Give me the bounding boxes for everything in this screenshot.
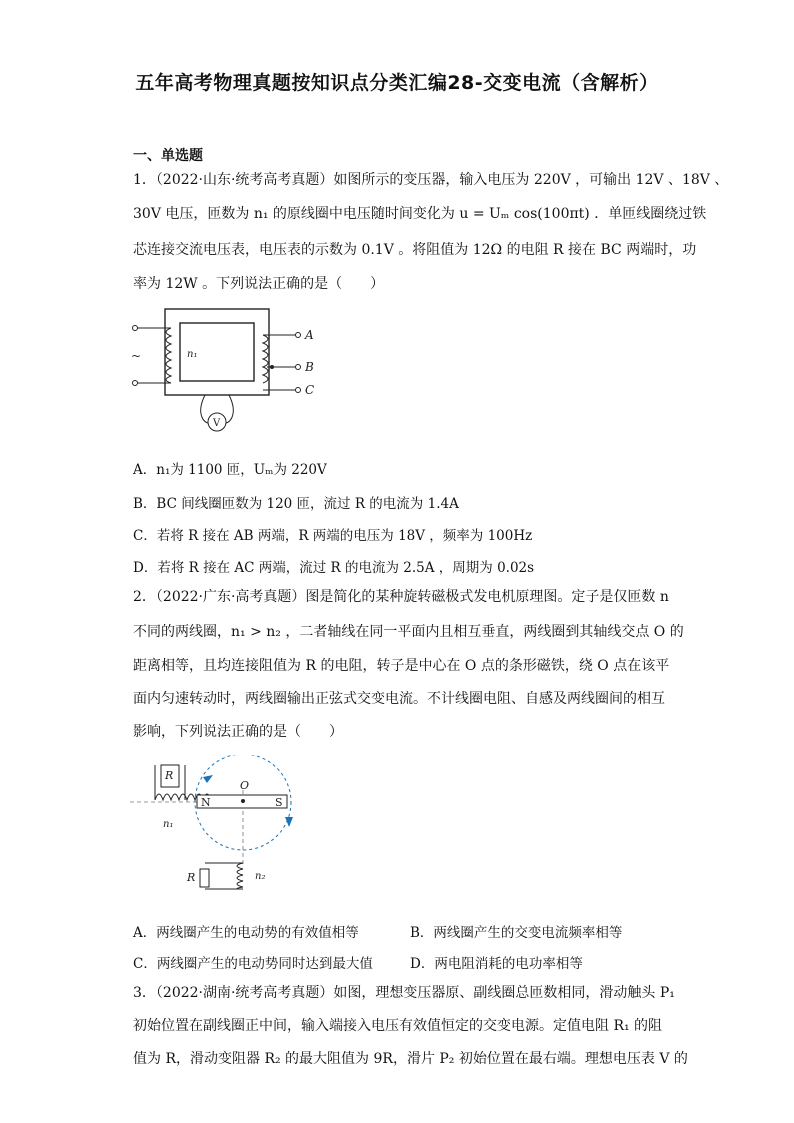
q2-option-b: B．两线圈产生的交变电流频率相等 — [410, 925, 623, 941]
q2-line-5: 影响，下列说法正确的是（ ） — [133, 724, 343, 740]
q1-option-c: C．若将 R 接在 AB 两端，R 两端的电压为 18V ，频率为 100Hz — [133, 528, 533, 544]
q1-line-4: 率为 12W 。下列说法正确的是（ ） — [133, 276, 385, 292]
q1-line-1: 1．（2022·山东·统考高考真题）如图所示的变压器，输入电压为 220V ，可输出 12V 、18V 、 — [133, 172, 729, 188]
q1-ac-symbol: ~ — [131, 349, 142, 363]
q1-n1-label: n₁ — [187, 349, 198, 360]
q1-terminal-b: B — [305, 360, 314, 374]
q2-line-2: 不同的两线圈，n₁ > n₂ ，二者轴线在同一平面内且相互垂直，两线圈到其轴线交点 O 的 — [133, 624, 684, 640]
q2-r-bottom-label: R — [187, 871, 196, 884]
q3-line-2: 初始位置在副线圈正中间，输入端接入电压有效值恒定的交变电源。定值电阻 R₁ 的阻 — [133, 1018, 663, 1034]
q1-line-3: 芯连接交流电压表，电压表的示数为 0.1V 。将阻值为 12Ω 的电阻 R 接在 BC 两端时，功 — [133, 242, 697, 258]
q2-line-3: 距离相等，且均连接阻值为 R 的电阻，转子是中心在 O 点的条形磁铁，绕 O 点在该平 — [133, 658, 670, 674]
q2-line-1: 2．（2022·广东·高考真题）图是简化的某种旋转磁极式发电机原理图。定子是仅匝数 n — [133, 589, 669, 605]
q2-n2-label: n₂ — [255, 871, 266, 882]
q1-terminal-c: C — [305, 383, 315, 397]
q1-transformer-figure — [125, 305, 325, 440]
q1-line-2: 30V 电压，匝数为 n₁ 的原线圈中电压随时间变化为 u = Uₘ cos(100πt) ．单匝线圈绕过铁 — [133, 206, 707, 222]
q2-option-a: A．两线圈产生的电动势的有效值相等 — [133, 925, 359, 941]
q2-option-d: D．两电阻消耗的电功率相等 — [410, 956, 583, 972]
q1-option-b: B．BC 间线圈匝数为 120 匝，流过 R 的电流为 1.4A — [133, 496, 459, 512]
q2-line-4: 面内匀速转动时，两线圈输出正弦式交变电流。不计线圈电阻、自感及两线圈间的相互 — [133, 691, 665, 707]
q1-option-a: A．n₁为 1100 匝，Uₘ为 220V — [133, 462, 327, 478]
section-heading: 一、单选题 — [133, 148, 203, 164]
q2-o-label: O — [240, 779, 250, 792]
q1-voltmeter: V — [213, 418, 221, 429]
q1-option-d: D．若将 R 接在 AC 两端，流过 R 的电流为 2.5A ，周期为 0.02s — [133, 560, 535, 576]
q2-generator-figure — [125, 755, 325, 895]
q2-magnet-n: N — [201, 796, 211, 809]
q3-line-1: 3．（2022·湖南·统考高考真题）如图，理想变压器原、副线圈总匝数相同，滑动触头 P₁ — [133, 985, 675, 1001]
q2-n1-label: n₁ — [163, 819, 174, 830]
page-title: 五年高考物理真题按知识点分类汇编28-交变电流（含解析） — [135, 72, 659, 94]
q1-terminal-a: A — [305, 328, 314, 342]
q2-option-c: C．两线圈产生的电动势同时达到最大值 — [133, 956, 373, 972]
q2-magnet-s: S — [275, 796, 283, 809]
q3-line-3: 值为 R，滑动变阻器 R₂ 的最大阻值为 9R，滑片 P₂ 初始位置在最右端。理想电压表 V 的 — [133, 1051, 688, 1067]
q2-r-top-label: R — [165, 769, 174, 782]
